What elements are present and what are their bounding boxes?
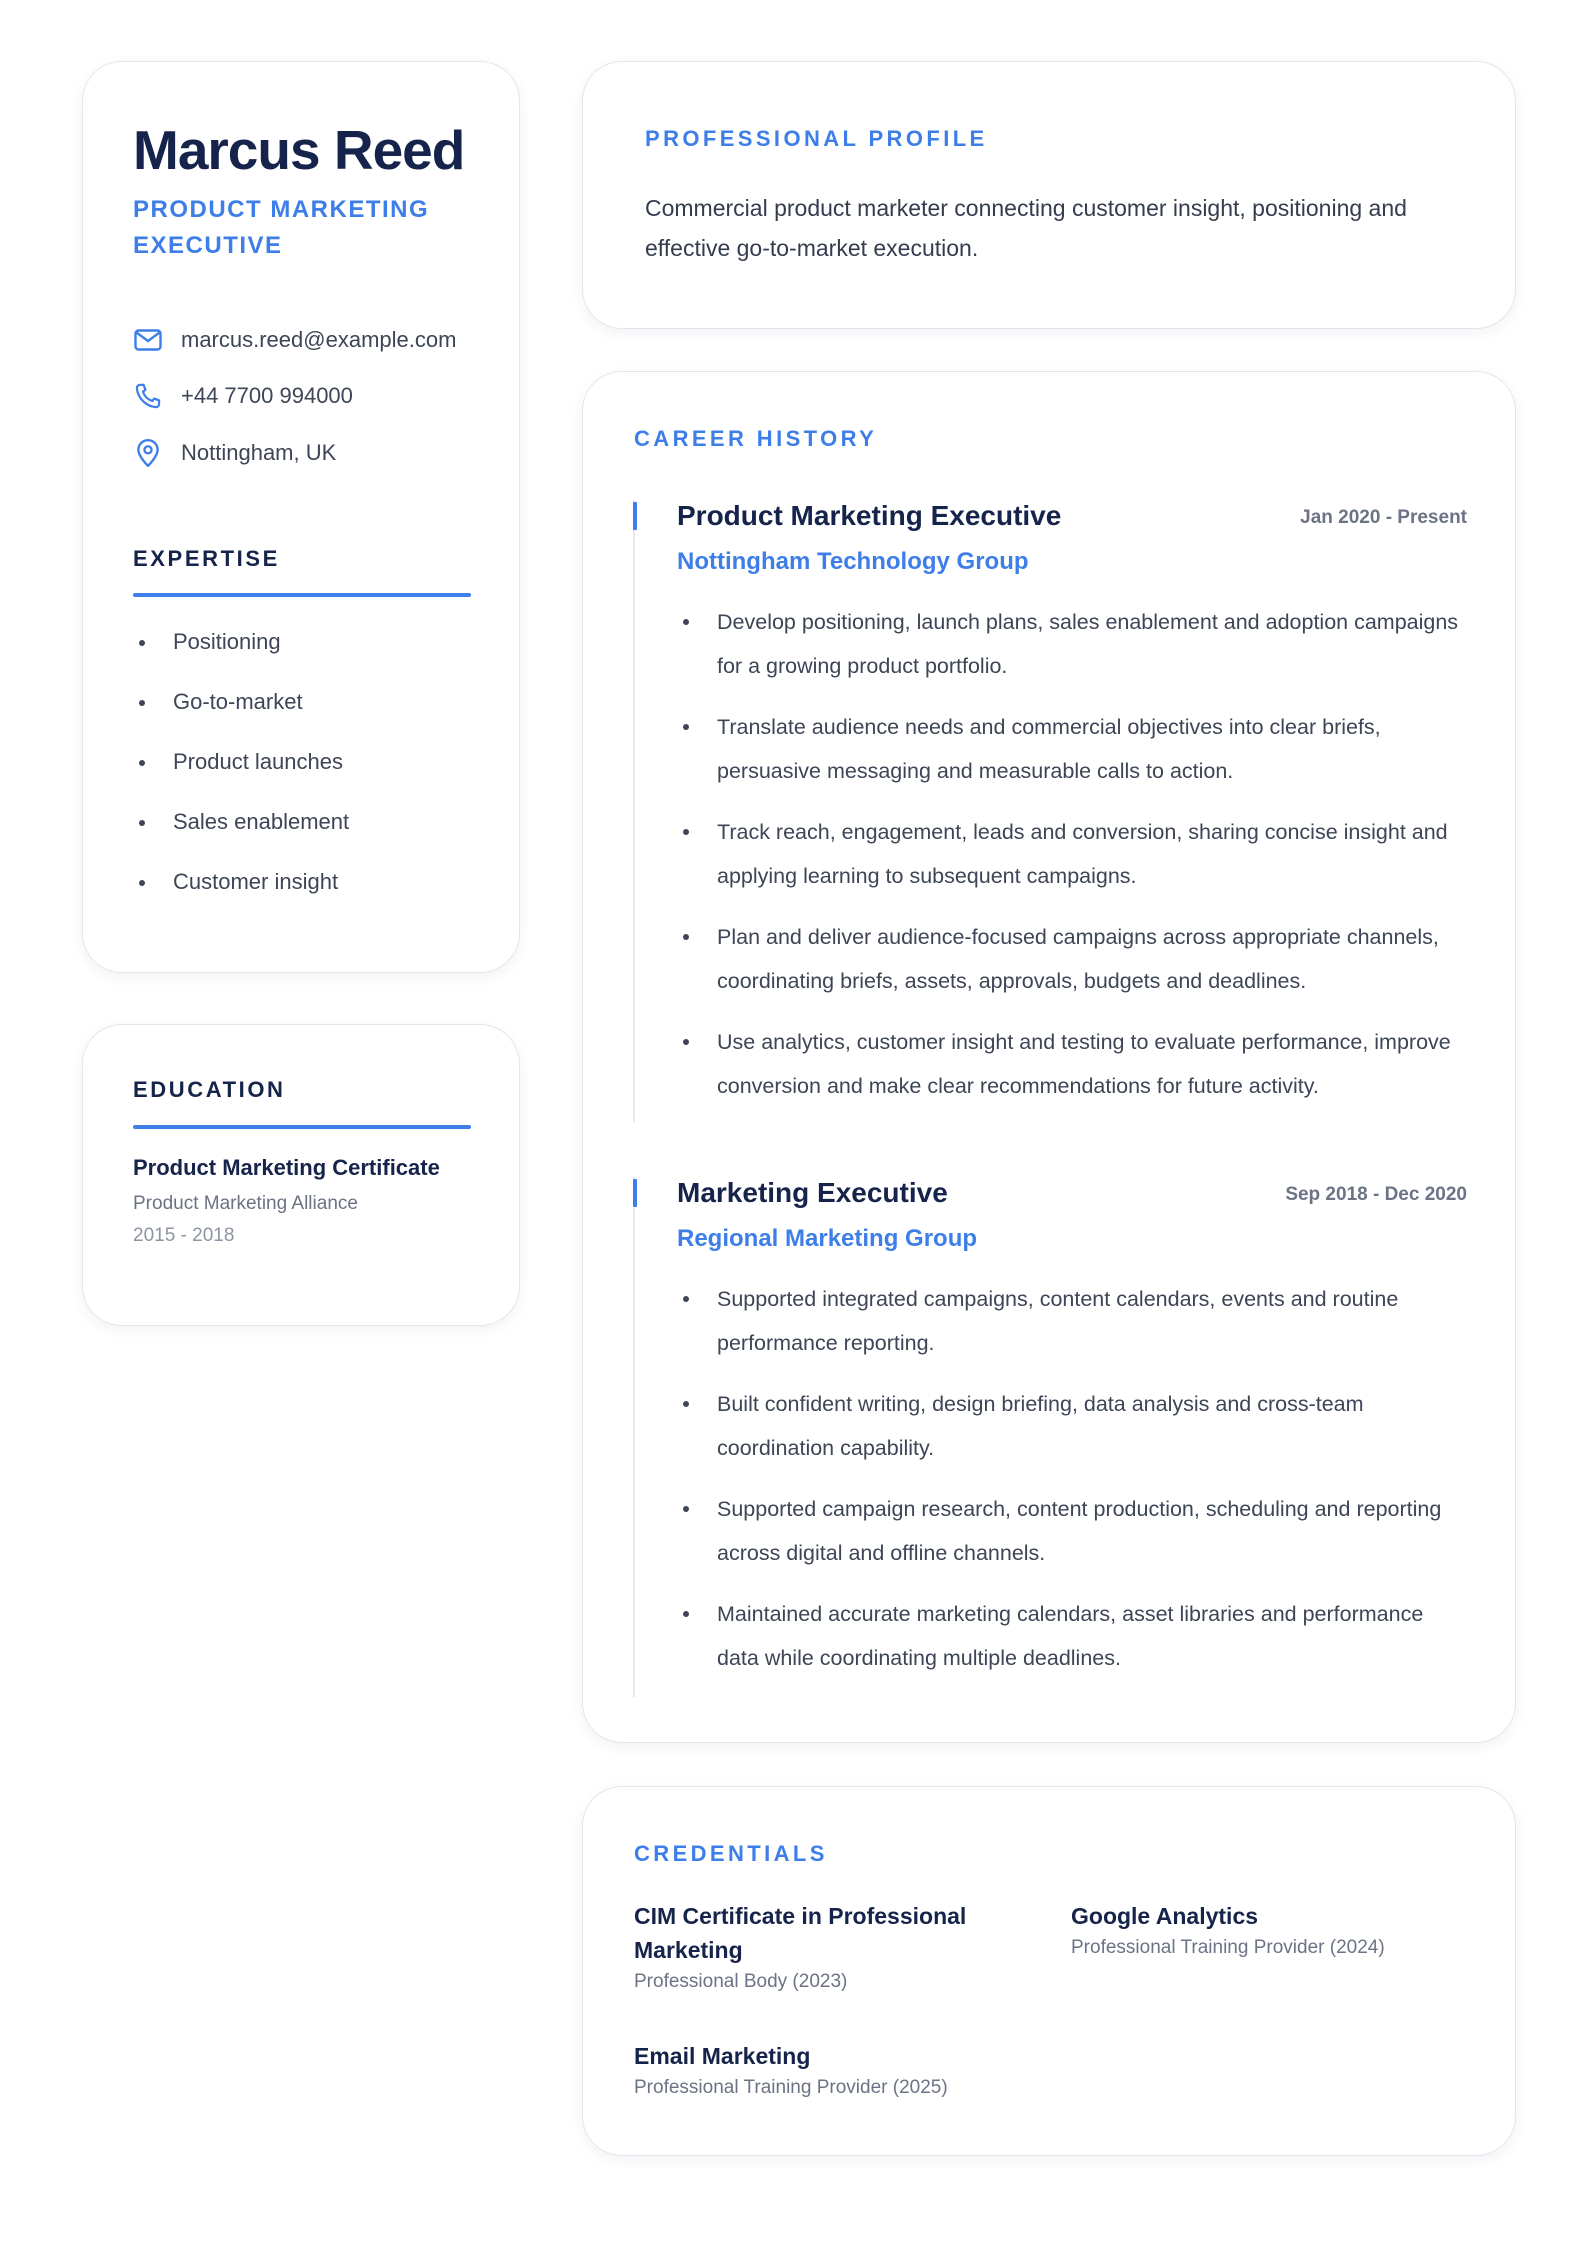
job-bullet: Supported campaign research, content production, scheduling and reporting across digital and offline channels. — [717, 1487, 1467, 1575]
job-bullet: Built confident writing, design briefing, data analysis and cross-team coordination capability. — [717, 1382, 1467, 1470]
phone-text: +44 7700 994000 — [181, 383, 353, 408]
expertise-heading: EXPERTISE — [133, 546, 280, 571]
expertise-item: Go-to-market — [173, 687, 349, 747]
credential-name: Email Marketing — [634, 2043, 811, 2069]
job-bullet: Plan and deliver audience-focused campaigns across appropriate channels, coordinating briefs, assets, approvals, budgets and deadlines. — [717, 915, 1467, 1003]
email-text: marcus.reed@example.com — [181, 327, 457, 352]
map-pin-icon — [133, 438, 163, 468]
job-timeline — [633, 1177, 635, 1697]
credential-detail: Professional Training Provider (2024) — [1071, 1937, 1385, 1958]
credential-detail: Professional Training Provider (2025) — [634, 2077, 948, 2098]
credential-name: Google Analytics — [1071, 1903, 1259, 1929]
credential-item — [634, 2039, 1024, 2099]
job-bullet: Use analytics, customer insight and testing to evaluate performance, improve conversion and make clear recommendations for future activity. — [717, 1020, 1467, 1108]
credentials-card — [582, 1786, 1516, 2156]
candidate-name: Marcus Reed — [133, 119, 465, 181]
expertise-divider — [133, 593, 471, 597]
job-entry — [633, 500, 1467, 1122]
expertise-list — [173, 627, 349, 927]
job-timeline-marker — [633, 502, 637, 530]
credentials-heading: CREDENTIALS — [634, 1841, 828, 1866]
job-dates: Jan 2020 - Present — [1300, 507, 1467, 528]
career-card — [582, 371, 1516, 1743]
job-bullet: Maintained accurate marketing calendars, asset libraries and performance data while coordinating multiple deadlines. — [717, 1592, 1467, 1680]
job-bullet: Supported integrated campaigns, content calendars, events and routine performance reporting. — [717, 1277, 1467, 1365]
profile-card — [82, 61, 520, 973]
contact-location — [133, 437, 336, 469]
mail-icon — [133, 325, 163, 355]
job-dates: Sep 2018 - Dec 2020 — [1285, 1184, 1467, 1205]
summary-card — [582, 61, 1516, 329]
expertise-item: Positioning — [173, 627, 349, 687]
credential-item — [1071, 1899, 1461, 1959]
expertise-item: Product launches — [173, 747, 349, 807]
education-card — [82, 1024, 520, 1326]
education-heading: EDUCATION — [133, 1077, 286, 1102]
job-bullet: Track reach, engagement, leads and conversion, sharing concise insight and applying learning to subsequent campaigns. — [717, 810, 1467, 898]
education-qualification: Product Marketing Certificate — [133, 1155, 440, 1180]
education-institution: Product Marketing Alliance — [133, 1193, 358, 1214]
career-heading: CAREER HISTORY — [634, 426, 878, 451]
contact-phone[interactable] — [133, 380, 353, 412]
location-text: Nottingham, UK — [181, 440, 337, 465]
job-bullet: Develop positioning, launch plans, sales enablement and adoption campaigns for a growing product portfolio. — [717, 600, 1467, 688]
phone-icon — [133, 381, 163, 411]
education-years: 2015 - 2018 — [133, 1225, 235, 1246]
credential-detail: Professional Body (2023) — [634, 1971, 848, 1992]
expertise-item: Sales enablement — [173, 807, 349, 867]
job-bullet: Translate audience needs and commercial objectives into clear briefs, persuasive messaging and measurable calls to action. — [717, 705, 1467, 793]
job-bullets — [717, 1277, 1467, 1697]
job-company: Regional Marketing Group — [677, 1225, 978, 1252]
expertise-item: Customer insight — [173, 867, 349, 927]
job-title: Product Marketing Executive — [677, 500, 1062, 531]
contact-email[interactable] — [133, 324, 456, 356]
candidate-role: PRODUCT MARKETING EXECUTIVE — [133, 196, 430, 259]
job-title: Marketing Executive — [677, 1177, 948, 1208]
job-company: Nottingham Technology Group — [677, 548, 1029, 575]
job-entry — [633, 1177, 1467, 1697]
summary-text: Commercial product marketer connecting customer insight, positioning and effective go-to-market execution. — [645, 195, 1407, 261]
credential-name: CIM Certificate in Professional Marketing — [634, 1903, 967, 1963]
job-timeline-marker — [633, 1179, 637, 1207]
job-timeline — [633, 500, 635, 1122]
education-divider — [133, 1125, 471, 1129]
credential-item — [634, 1899, 1024, 1993]
job-bullets — [717, 600, 1467, 1125]
summary-heading: PROFESSIONAL PROFILE — [645, 126, 988, 151]
